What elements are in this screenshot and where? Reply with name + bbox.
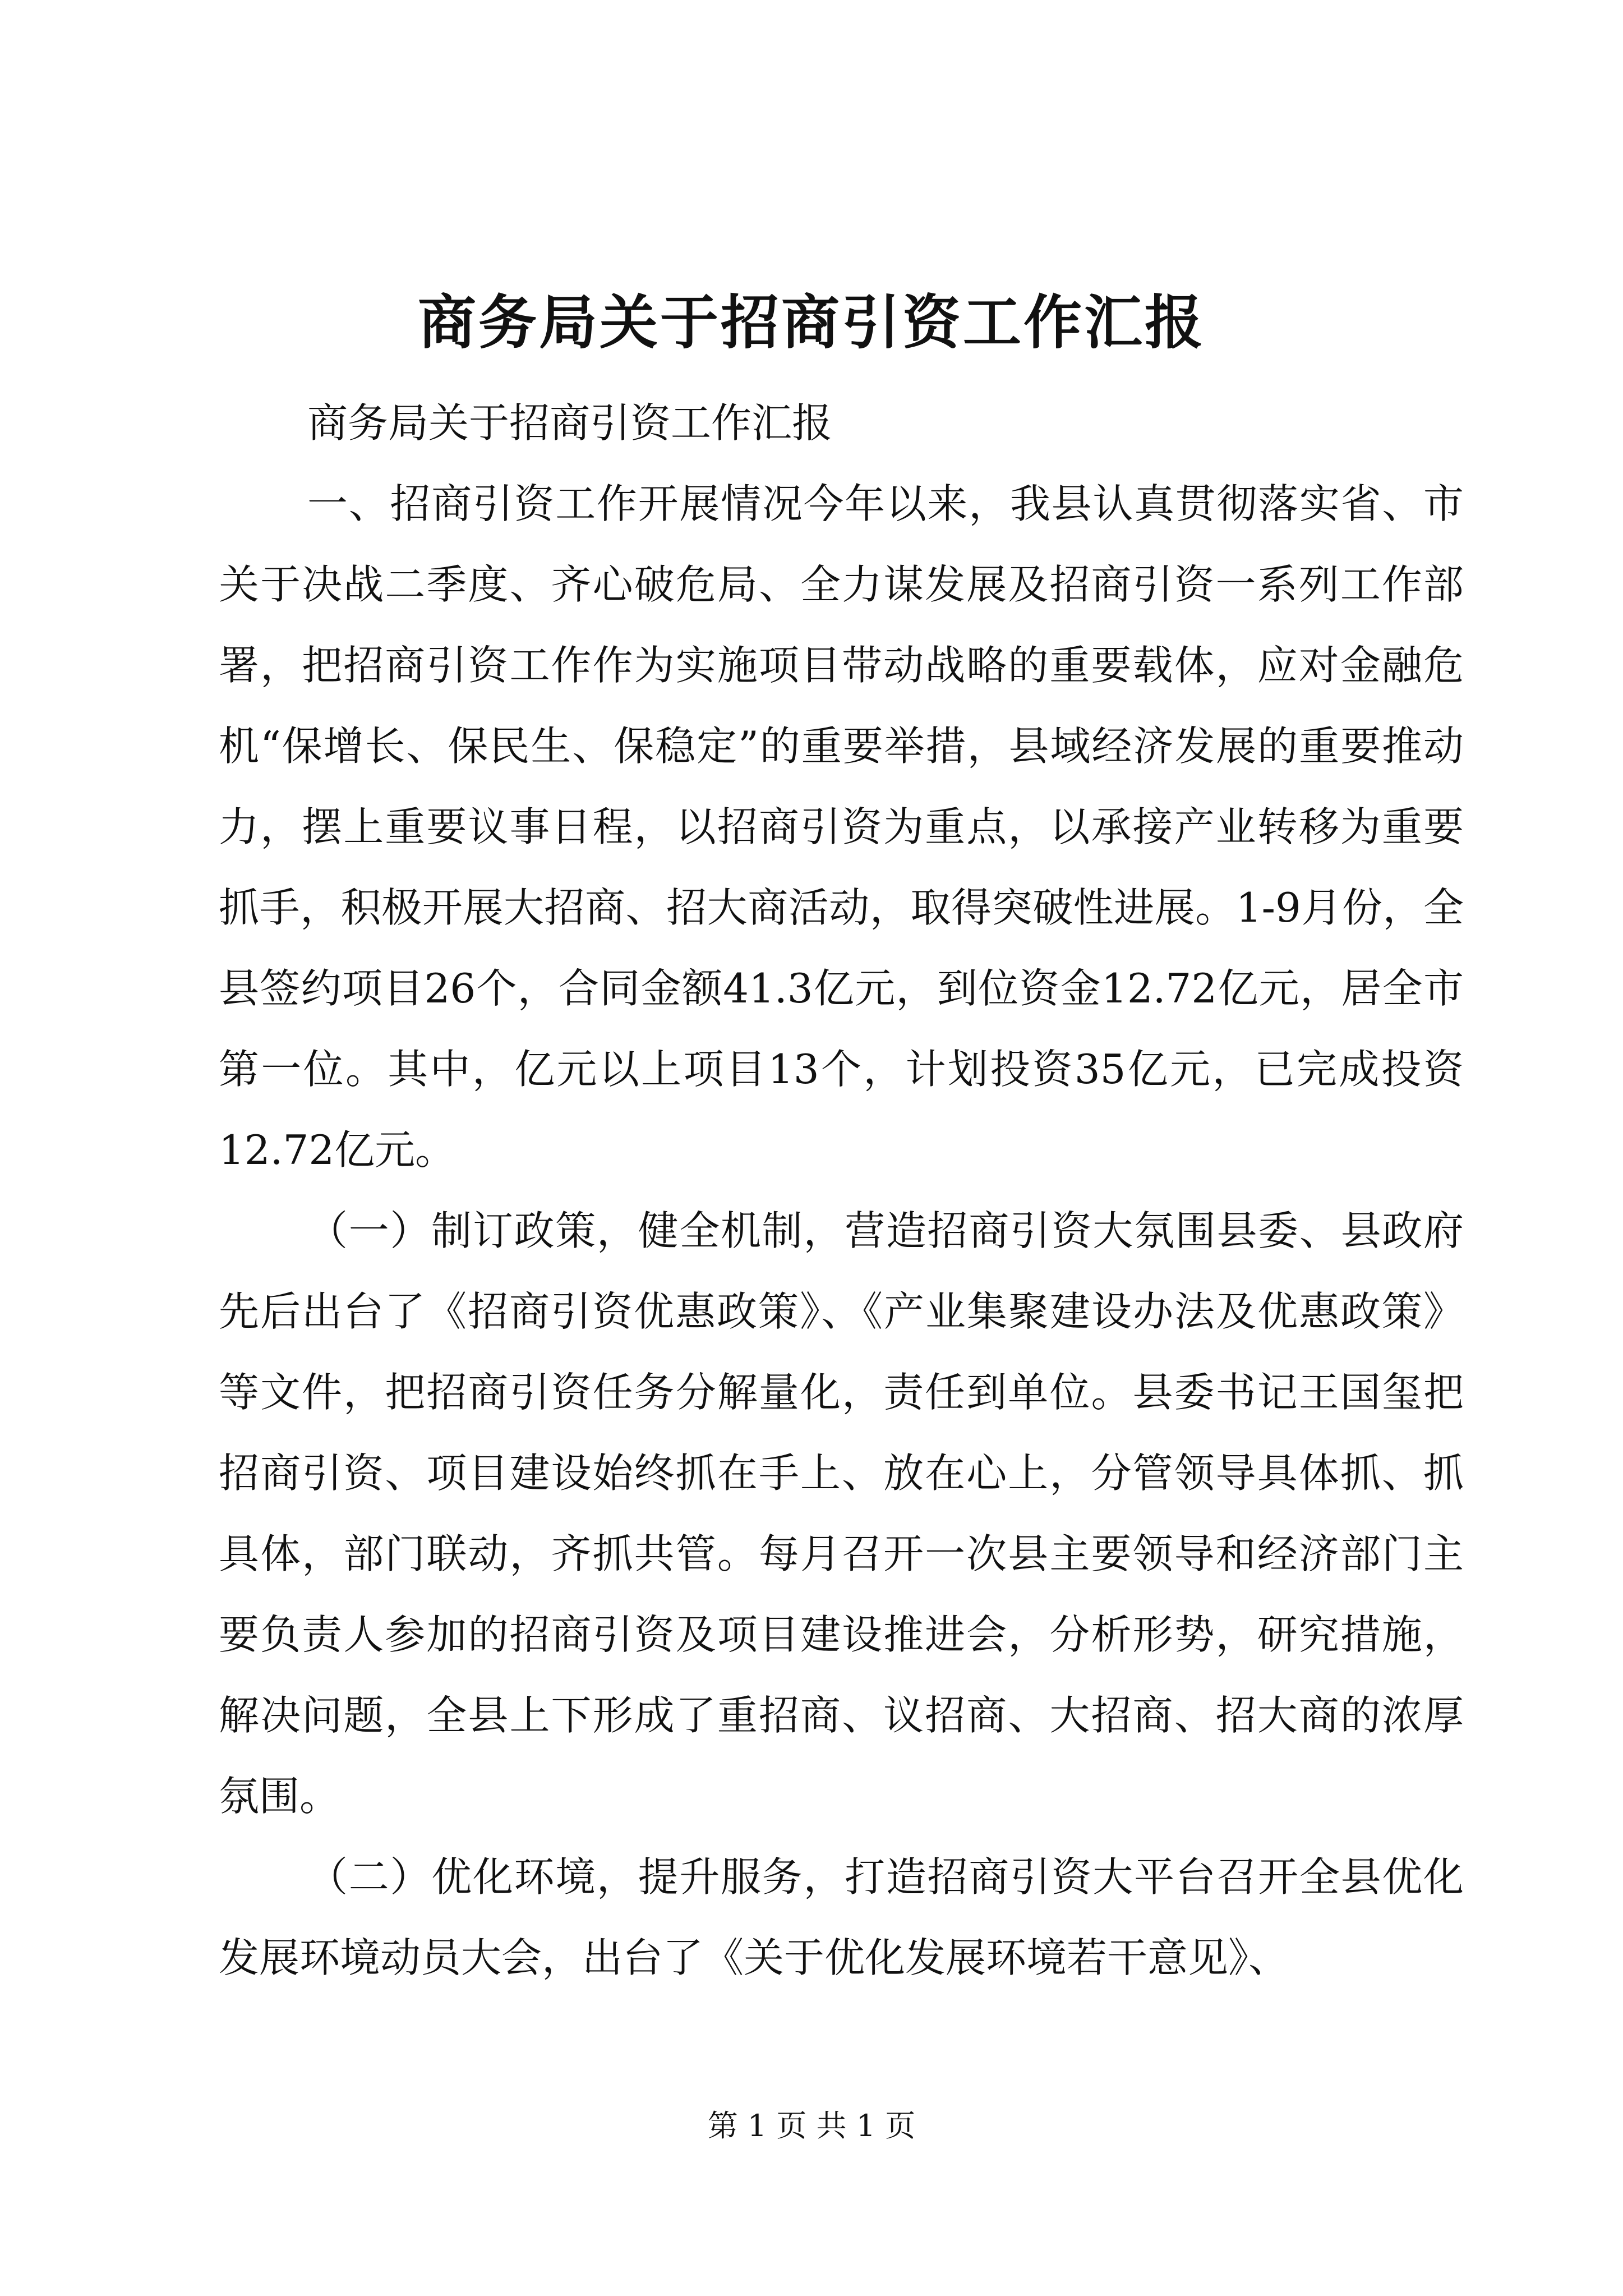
paragraph-environment: （二）优化环境，提升服务，打造招商引资大平台召开全县优化发展环境动员大会，出台了《关于优化发展环境若干意见》、 [219, 1853, 1464, 1981]
page-footer [0, 2106, 1623, 2146]
document-title: 商务局关于招商引资工作汇报 [417, 288, 1205, 357]
paragraph-subtitle: 商务局关于招商引资工作汇报 [307, 399, 833, 447]
document-body [219, 383, 1464, 1998]
page-number: 第 1 页 共 1 页 [707, 2108, 916, 2143]
paragraph-policy: （一）制订政策，健全机制，营造招商引资大氛围县委、县政府先后出台了《招商引资优惠政策》、《产业集聚建设办法及优惠政策》等文件，把招商引资任务分解量化，责任到单位。县委书记王国玺把招商引资、项目建设始终抓在手上、放在心上，分管领导具体抓、抓具体，部门联动，齐抓共管。每月召开一次县主要领导和经济部门主要负责人参加的招商引资及项目建设推进会，分析形势，研究措施，解决问题，全县上下形成了重招商、议招商、大招商、招大商的浓厚氛围。 [219, 1207, 1464, 1820]
paragraph-overview: 一、招商引资工作开展情况今年以来，我县认真贯彻落实省、市关于决战二季度、齐心破危局、全力谋发展及招商引资一系列工作部署，把招商引资工作作为实施项目带动战略的重要载体，应对金融危机“保增长、保民生、保稳定”的重要举措，县域经济发展的重要推动力，摆上重要议事日程，以招商引资为重点，以承接产业转移为重要抓手，积极开展大招商、招大商活动，取得突破性进展。1-9月份，全县签约项目26个，合同金额41.3亿元，到位资金12.72亿元，居全市第一位。其中，亿元以上项目13个，计划投资35亿元，已完成投资12.72亿元。 [219, 480, 1464, 1174]
